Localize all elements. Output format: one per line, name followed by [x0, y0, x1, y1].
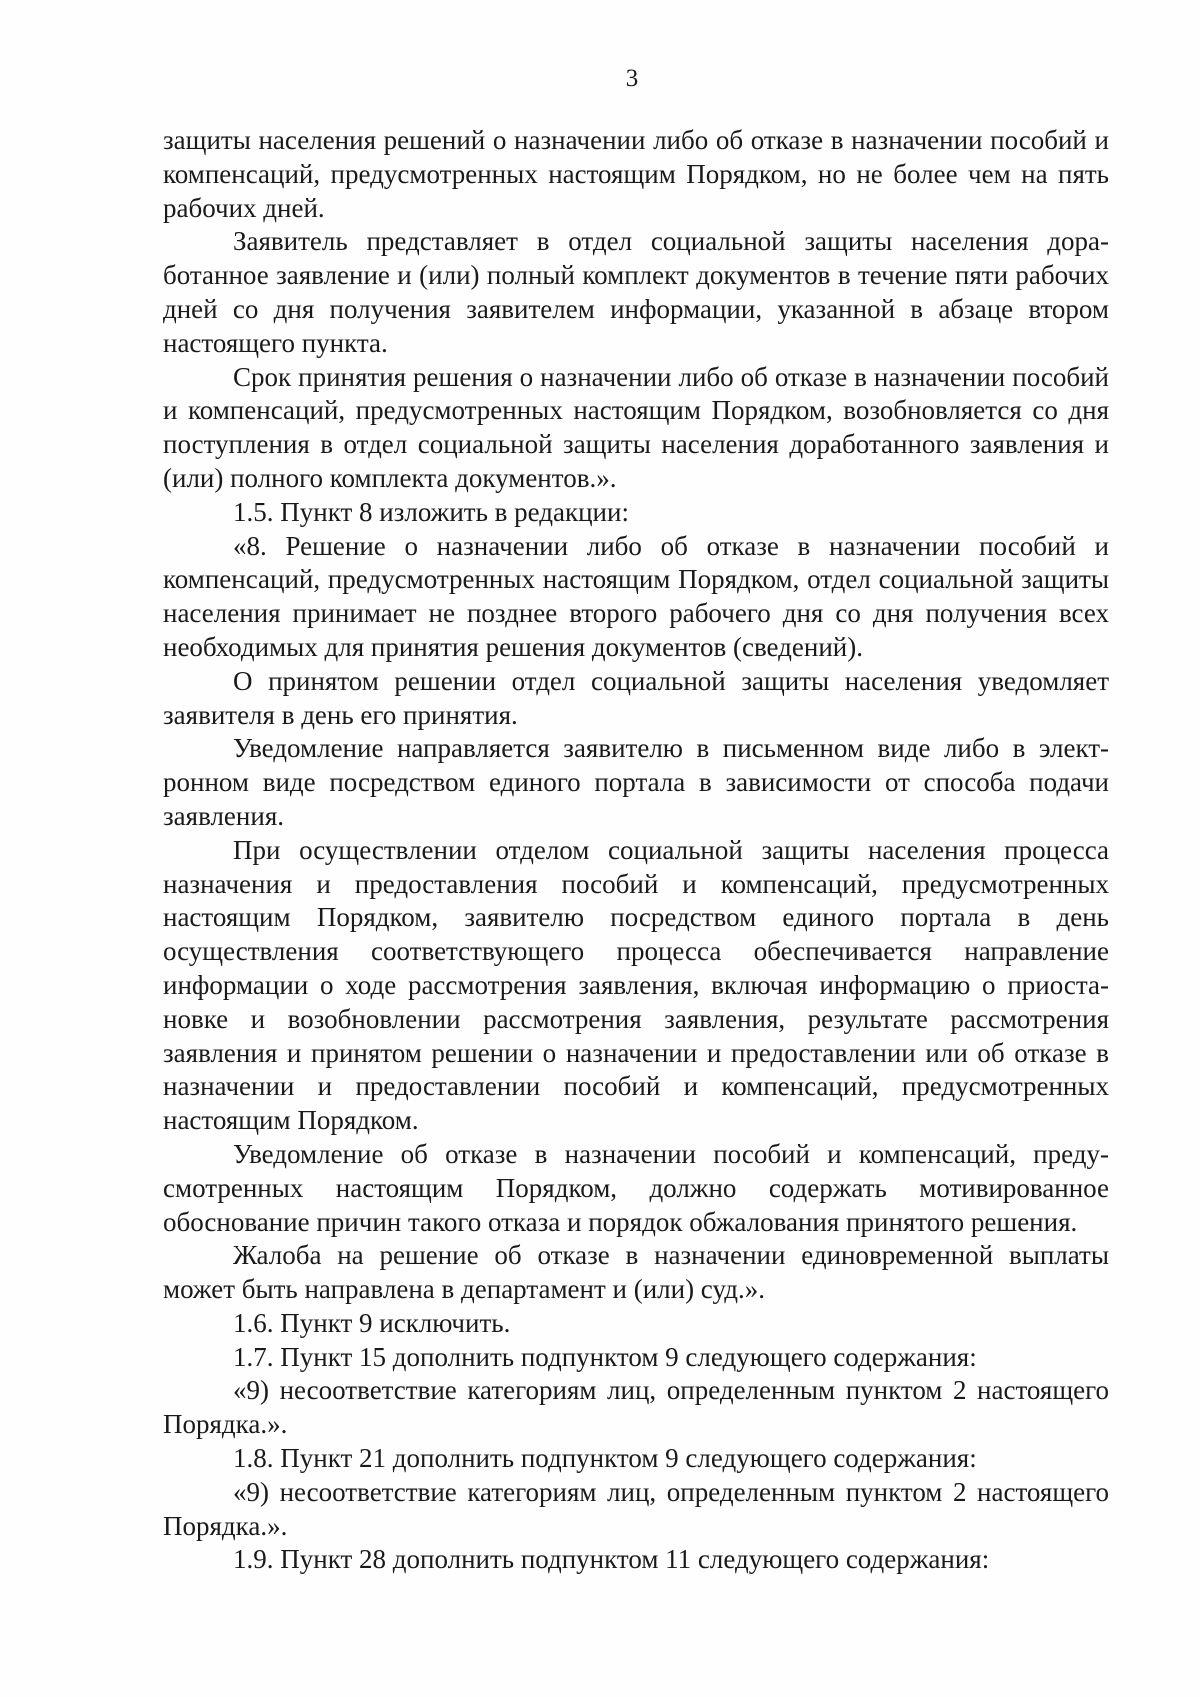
paragraph: О принятом решении отдел социальной защиты населения уведомляет заявителя в день его принятия.: [163, 665, 1109, 730]
document-body: [163, 124, 1109, 1577]
page-number: 3: [625, 65, 639, 92]
clause-heading: 1.9. Пункт 28 дополнить подпунктом 11 следующего содержания:: [233, 1544, 990, 1575]
clause-heading: 1.6. Пункт 9 исключить.: [233, 1307, 511, 1338]
paragraph: Уведомление направляется заявителю в письменном виде либо в электронном виде посредством единого портала в зависимости от способа подачи заявления.: [163, 733, 1109, 831]
paragraph: Жалоба на решение об отказе в назначении единовременной выплаты может быть направлена в департамент и (или) суд.».: [163, 1240, 1109, 1305]
clause-heading: 1.8. Пункт 21 дополнить подпунктом 9 следующего содержания:: [233, 1443, 977, 1474]
paragraph: «9) несоответствие категориям лиц, определенным пунктом 2 настоящего Порядка.».: [163, 1476, 1109, 1541]
paragraph: Срок принятия решения о назначении либо об отказе в назначении пособий и компенсаций, предусмотренных настоящим Порядком, возобновляется со дня поступления в отдел социальной защиты населения доработанного заявления и (или) полного комплекта документов.».: [163, 361, 1109, 493]
paragraph-continuation: защиты населения решений о назначении либо об отказе в назначении пособий и компенсаций, предусмотренных настоящим Порядком, но не более чем на пять рабочих дней.: [163, 125, 1109, 223]
paragraph: «9) несоответствие категориям лиц, определенным пунктом 2 настоящего Порядка.».: [163, 1375, 1109, 1440]
paragraph: Уведомление об отказе в назначении пособий и компенсаций, предусмотренных настоящим Порядком, должно содержать мотивированное обоснование причин такого отказа и порядок обжалования принятого решения.: [163, 1138, 1109, 1237]
paragraph: «8. Решение о назначении либо об отказе в назначении пособий и компенсаций, предусмотренных настоящим Порядком, отдел социальной защиты населения принимает не позднее второго рабочего дня со дня получения всех необходимых для принятия решения документов (сведений).: [163, 530, 1109, 662]
clause-heading: 1.7. Пункт 15 дополнить подпунктом 9 следующего содержания:: [233, 1341, 977, 1372]
clause-heading: 1.5. Пункт 8 изложить в редакции:: [233, 496, 629, 527]
paragraph: При осуществлении отделом социальной защиты населения процесса назначения и предоставления пособий и компенсаций, предусмотренных настоящим Порядком, заявителю посредством единого портала в день осуществления соответствующего процесса обеспечивается направление информации о ходе рассмотрения заявления, включая информацию о приостановке и возобновлении рассмотрения заявления, результате рассмотрения заявления и принятом решении о назначении и предоставлении или об отказе в назначении и предоставлении пособий и компенсаций, предусмотренных настоящим Порядком.: [163, 834, 1109, 1136]
paragraph: Заявитель представляет в отдел социальной защиты населения доработанное заявление и (или) полный комплект документов в течение пяти рабочих дней со дня получения заявителем информации, указанной в абзаце втором настоящего пункта.: [163, 226, 1109, 358]
